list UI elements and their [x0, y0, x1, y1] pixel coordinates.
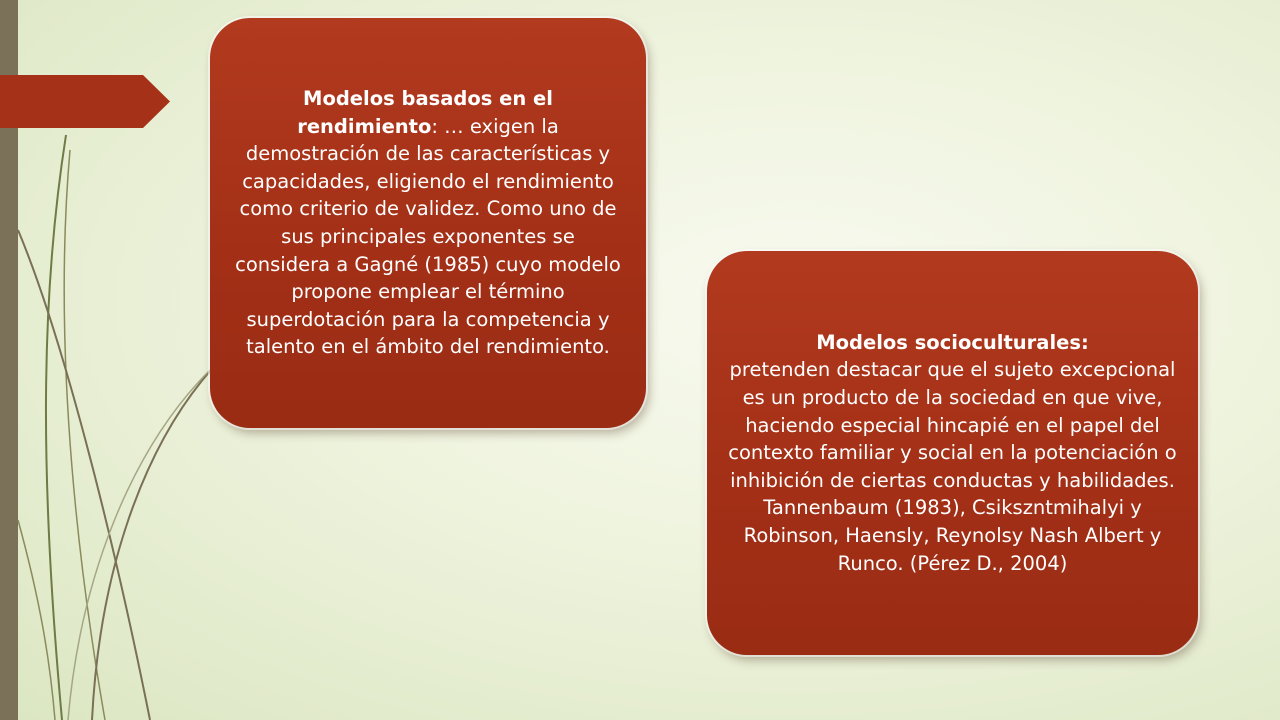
box-performance-models — [210, 18, 646, 428]
box-performance-models-colon: : — [431, 114, 438, 138]
box-sociocultural-models-body: pretenden destacar que el sujeto excepcional es un producto de la sociedad en que vive, haciendo especial hincapié en el papel del contexto familiar y social en la potenciación o inhibición de ciertas conductas y habilidades. — [728, 358, 1177, 492]
box-sociocultural-models-references: Tannenbaum (1983), Csikszntmihalyi y Robinson, Haensly, Reynolsy Nash Albert y Runco. (Pérez D., 2004) — [743, 496, 1162, 575]
box-performance-models-body: … exigen la demostración de las características y capacidades, eligiendo el rendimiento como criterio de validez. Como uno de sus principales exponentes se considera a Gagné (1985) cuyo modelo propone emplear el término superdotación para la competencia y talento en el ámbito del rendimiento. — [235, 114, 621, 359]
box-performance-models-text — [234, 85, 622, 361]
box-sociocultural-models-heading: Modelos socioculturales: — [816, 330, 1089, 354]
box-sociocultural-models — [707, 251, 1198, 655]
box-performance-models-heading: Modelos basados en el rendimiento — [297, 87, 553, 138]
